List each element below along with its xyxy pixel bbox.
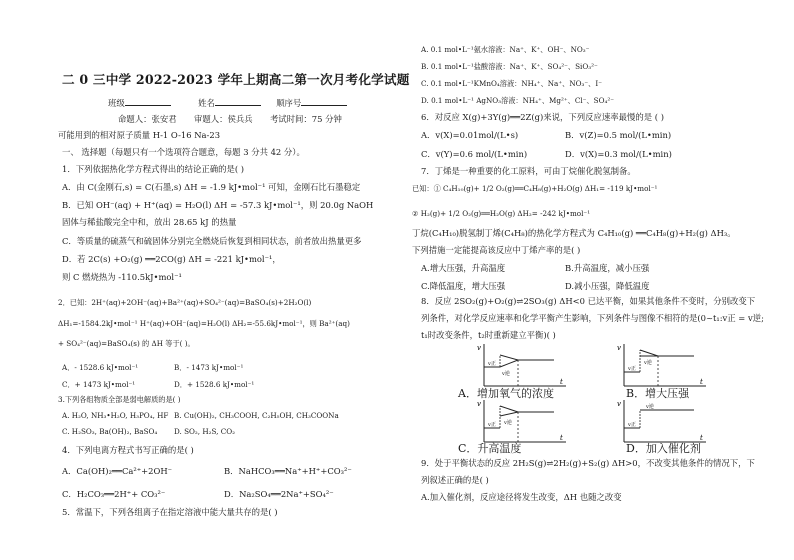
name-label: 姓名: [198, 98, 215, 108]
q3-option-c: C. H₂SO₃, Ba(OH)₂, BaSO₄: [62, 427, 158, 436]
q8-caption-a: A．增加氧气的浓度: [458, 387, 554, 400]
question-5: 5．常温下，下列各组离子在指定溶液中能大量共存的是( ): [62, 507, 278, 517]
question-8: 8．反应 2SO₂(g)+O₂(g)⇌2SO₃(g) ΔH<0 已达平衡，如果其他条件不变时，分别改变下: [421, 296, 756, 306]
t-axis-label: t: [700, 434, 703, 442]
t-axis-label: t: [560, 434, 563, 442]
q7-option-c: C.降低温度，增大压强: [421, 281, 506, 291]
forward-rate-curve: [500, 412, 518, 416]
reviewer: 审题人：侯兵兵: [193, 114, 253, 124]
student-info-line: [108, 97, 347, 109]
q7-option-b: B.升高温度，减小压强: [565, 263, 650, 273]
q6-option-a: A．v(X)=0.01mol/(L•s): [421, 130, 519, 140]
q3-option-d: D. SO₂, H₂S, CO₂: [174, 427, 236, 436]
q3-option-b: B. Cu(OH)₂, CH₃COOH, C₂H₅OH, CH₃COONa: [174, 411, 339, 420]
question-3: 3.下列各组物质全部是弱电解质的是( ): [58, 395, 181, 404]
q7-equation-2: ② H₂(g)+ 1/2 O₂(g)══H₂O(g) ΔH₂= -242 kJ•mol⁻¹: [412, 209, 591, 218]
v-forward-label: v正: [628, 422, 636, 428]
forward-rate-curve: [640, 350, 658, 356]
q4-option-d: D．Na₂SO₄══2Na⁺+SO₄²⁻: [224, 489, 334, 499]
v-forward-label: v正: [488, 422, 496, 428]
q6-option-d: D．v(X)=0.3 mol/(L•min): [565, 149, 672, 159]
q8-caption-d: D．加入催化剂: [626, 442, 701, 455]
v-axis-label: v: [477, 344, 481, 352]
class-blank[interactable]: [125, 97, 171, 106]
question-1: 1．下列依据热化学方程式得出的结论正确的是( ): [62, 164, 245, 174]
q3-option-a: A. H₂O, NH₃•H₂O, H₃PO₄, HF: [62, 411, 169, 420]
q2-option-b: B．- 1473 kJ•mol⁻¹: [174, 363, 244, 372]
q8-graph-c: [476, 398, 568, 444]
class-label: 班级: [108, 98, 125, 108]
q5-option-a: A. 0.1 mol•L⁻¹氨水溶液：Na⁺、K⁺、OH⁻、NO₃⁻: [421, 45, 590, 54]
q6-option-b: B．v(Z)=0.5 mol/(L•min): [565, 130, 672, 140]
v-forward-label: v正: [488, 361, 496, 367]
q1-option-b-cont: 固体与稀盐酸完全中和，放出 28.65 kJ 的热量: [62, 217, 237, 227]
q7-equation-3: 丁烷(C₄H₁₀)脱氢制丁烯(C₄H₈)的热化学方程式为 C₄H₁₀(g) ══C₄H₈(g)+H₂(g) ΔH₃。: [412, 228, 736, 238]
question-6: 6．对反应 X(g)+3Y(g)══2Z(g)来说，下列反应速率最慢的是 ( ): [421, 112, 664, 122]
setter: 命题人：张安君: [118, 114, 177, 124]
atomic-mass-note: 可能用到的相对原子质量 H-1 O-16 Na-23: [58, 130, 221, 140]
v-axis-label: v: [477, 400, 481, 408]
seat-blank[interactable]: [301, 97, 347, 106]
q7-question: 下列措施一定能提高该反应中丁烯产率的是( ): [412, 245, 581, 255]
q4-option-c: C．H₂CO₃══2H⁺+ CO₃²⁻: [62, 489, 166, 499]
question-7: 7．丁烯是一种重要的化工原料，可由丁烷催化脱氢制备。: [421, 166, 636, 176]
q4-option-a: A．Ca(OH)₂══Ca²⁺+2OH⁻: [62, 466, 173, 476]
q8-graph-a: [476, 342, 568, 388]
t-axis-label: t: [700, 378, 703, 386]
reverse-rate-curve: [500, 360, 518, 367]
v-reverse-label: v逆: [646, 404, 654, 410]
q4-option-b: B．NaHCO₃══Na⁺+H⁺+CO₃²⁻: [224, 466, 352, 476]
q5-option-d: D. 0.1 mol•L⁻¹ AgNO₃溶液：NH₄⁺、Mg²⁺、Cl⁻、SO₄²⁻: [421, 96, 615, 105]
section-one-heading: 一、 选择题（每题只有一个选项符合题意，每题 3 分共 42 分）。: [62, 147, 305, 157]
q8-caption-b: B．增大压强: [626, 387, 690, 400]
q8-line-2: 列条件，对化学反应速率和化学平衡产生影响，下列条件与图像不相符的是(0~t₁:v正 = v逆;: [421, 313, 764, 323]
v-axis-label: v: [617, 400, 621, 408]
q1-option-d-cont: 则 C 燃烧热为 -110.5kJ•mol⁻¹: [62, 272, 182, 282]
v-reverse-label: v逆: [502, 371, 510, 377]
q5-option-c: C. 0.1 mol•L⁻¹KMnO₄溶液：NH₄⁺、Na⁺、NO₃⁻、I⁻: [421, 79, 603, 88]
q2-option-d: D．+ 1528.6 kJ•mol⁻¹: [174, 380, 255, 389]
q2-option-c: C．+ 1473 kJ•mol⁻¹: [62, 380, 136, 389]
v-axis-label: v: [617, 344, 621, 352]
q6-option-c: C．v(Y)=0.6 mol/(L•min): [421, 149, 528, 159]
staff-line: [118, 114, 342, 125]
q7-option-d: D.减小压强，降低温度: [565, 281, 650, 291]
forward-rate-curve: [500, 355, 518, 360]
q8-line-3: t₁时改变条件，t₂时重新建立平衡)( ): [421, 330, 556, 340]
q8-caption-c: C．升高温度: [458, 442, 522, 455]
q9-line-2: 列叙述正确的是( ): [421, 475, 489, 485]
reverse-rate-curve: [500, 406, 518, 412]
seat-label: 顺序号: [276, 98, 302, 108]
question-2: 2．已知：2H⁺(aq)+2OH⁻(aq)+Ba²⁺(aq)+SO₄²⁻(aq)=BaSO₄(s)+2H₂O(l): [58, 298, 312, 307]
v-reverse-label: v逆: [644, 360, 652, 366]
q2-line-3: + SO₄²⁻(aq)=BaSO₄(s) 的 ΔH 等于( )。: [58, 339, 195, 348]
name-blank[interactable]: [215, 97, 261, 106]
v-reverse-label: v逆: [504, 420, 512, 426]
q9-option-a: A.加入催化剂，反应途径将发生改变，ΔH 也随之改变: [421, 492, 622, 502]
exam-title: 二 0 三中学 2022-2023 学年上期高二第一次月考化学试题: [62, 72, 410, 87]
question-9: 9．处于平衡状态的反应 2H₂S(g)⇌2H₂(g)+S₂(g) ΔH>0，不改变其他条件的情况下，下: [421, 458, 755, 468]
q1-option-b: B．已知 OH⁻(aq) + H⁺(aq) = H₂O(l) ΔH = -57.3 kJ•mol⁻¹，则 20.0g NaOH: [62, 200, 374, 210]
t-axis-label: t: [560, 378, 563, 386]
q7-equation-1: 已知：① C₄H₁₀(g)+ 1/2 O₂(g)══C₄H₈(g)+H₂O(g) ΔH₁= -119 kJ•mol⁻¹: [412, 184, 658, 193]
exam-time: 考试时间：75 分钟: [269, 114, 342, 124]
q7-option-a: A.增大压强，升高温度: [421, 263, 506, 273]
q1-option-d: D．若 2C(s) +O₂(g) ══2CO(g) ΔH = -221 kJ•mol⁻¹，: [62, 254, 281, 264]
q8-graph-b: [616, 342, 708, 388]
question-4: 4．下列电离方程式书写正确的是( ): [62, 445, 194, 455]
v-forward-label: v正: [628, 366, 636, 372]
q1-option-c: C．等质量的硫蒸气和硫固体分别完全燃烧后恢复到相同状态，前者放出热量更多: [62, 236, 362, 246]
q5-option-b: B. 0.1 mol•L⁻¹盐酸溶液：Na⁺、K⁺、SO₄²⁻、SiO₃²⁻: [421, 62, 598, 71]
q2-option-a: A．- 1528.6 kJ•mol⁻¹: [62, 363, 139, 372]
q8-graph-d: [616, 398, 708, 444]
q2-line-2: ΔH₁=-1584.2kJ•mol⁻¹ H⁺(aq)+OH⁻(aq)=H₂O(l) ΔH₂=-55.6kJ•mol⁻¹，则 Ba²⁺(aq): [58, 319, 350, 328]
q1-option-a: A．由 C(金刚石,s) = C(石墨,s) ΔH = -1.9 kJ•mol⁻¹ 可知，金刚石比石墨稳定: [62, 182, 361, 192]
